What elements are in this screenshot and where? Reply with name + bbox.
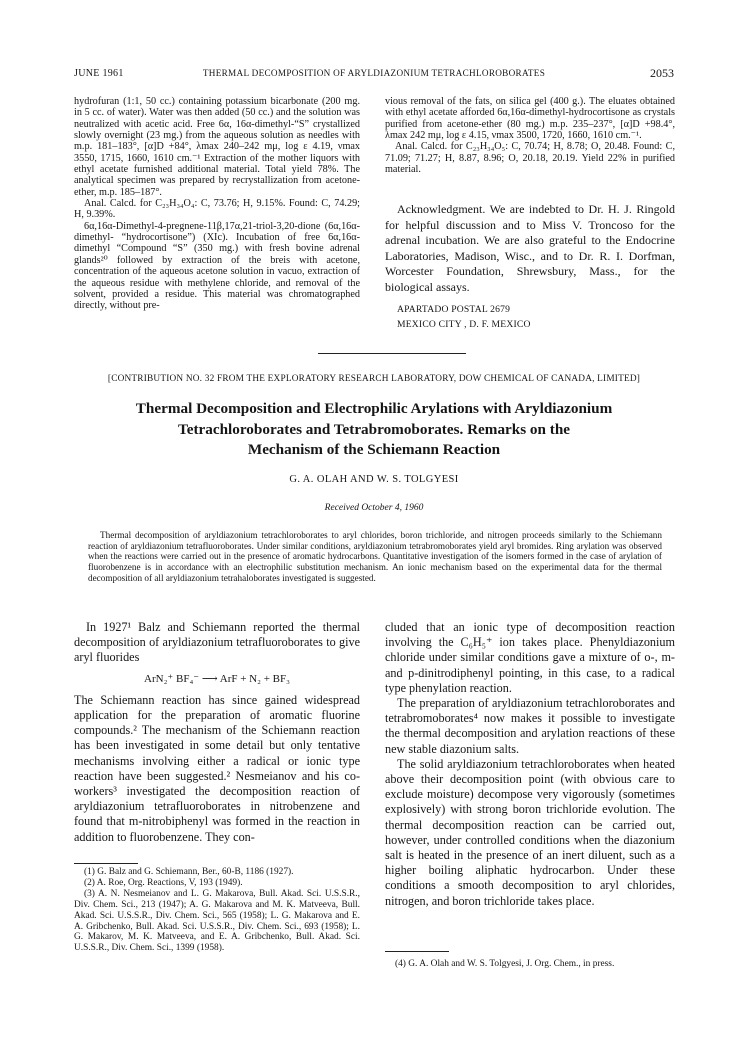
footnote-rule xyxy=(385,951,449,952)
acknowledgment-text: Acknowledgment. We are indebted to Dr. H. J. Ringold for helpful discussion and to Miss V. Troncoso for the adrenal incubation. We are also grateful to the Endocrine Laboratories, Madison, Wisc., and to Dr. R. I. Dorfman, Worcester Foundation, Shrewsbury, Mass., for the biological assays. xyxy=(385,202,675,294)
header-running-title: THERMAL DECOMPOSITION OF ARYLDIAZONIUM TETRACHLOROBORATES xyxy=(202,68,546,78)
abstract-text: Thermal decomposition of aryldiazonium tetrachloroborates to aryl chlorides, boron trichloride, and nitrogen proceeds similarly to the Schiemann reaction of aryldiazonium tetrafluoroborates. Under similar conditions, aryldiazonium tetrabromoborates yield aryl bromides. Ring arylation was observed when the reactions were carried out in the presence of aromatic hydrocarbons. Quantitative investigation of the isomers formed in the case of arylation of fluorobenzene is in accordance with an electrophilic substitution mechanism. An ionic mechanism based on the experimental data for the thermal decomposition of all aryldiazonium tetrahaloborates investigated is suggested. xyxy=(88,530,662,583)
title-line: Tetrachloroborates and Tetrabromoborates. Remarks on the xyxy=(177,420,571,438)
experimental-paragraph: vious removal of the fats, on silica gel (400 g.). The eluates obtained with ethyl acetate afforded 6α,16α-dimethyl-hydrocortisone as crystals purified from acetone-ether (80 mg.) m.p. 235–237°, [α]D +98.4°, λmax 242 mμ, log ε 4.15, νmax 3500, 1720, 1660, 1610 cm.⁻¹. xyxy=(385,96,675,142)
received-date: Received October 4, 1960 xyxy=(324,503,424,513)
abstract xyxy=(88,530,662,584)
title-line: Mechanism of the Schiemann Reaction xyxy=(247,441,501,458)
analysis-paragraph: Anal. Calcd. for C₂₃H₃₄O₅: C, 70.74; H, 8.78; O, 20.48. Found: C, 71.09; 71.27; H, 8.87, 8.96; O, 20.18, 20.19. Yield 22% in purified material. xyxy=(385,141,675,176)
experimental-paragraph: hydrofuran (1:1, 50 cc.) containing potassium bicarbonate (200 mg. in 5 cc. of water). Water was then added (50 cc.) and the solution was neutralized with acetic acid. Free 6α, 16α-dimethyl-“S” crystallized slowly overnight (23 mg.) from the aqueous solution as needles with m.p. 181–183°, [α]D +84°, λmax 240–242 mμ, log ε 4.19, νmax 3550, 1715, 1660, 1610 cm.⁻¹ Extraction of the mother liquors with ethyl acetate furnished additional material. Total yield 78%. The analytical specimen was prepared by recrystallization from acetone-ether, m.p. 185–187°. xyxy=(74,96,360,198)
header-date: JUNE 1961 xyxy=(74,68,124,79)
footnotes-right xyxy=(385,959,675,970)
body-right-column xyxy=(385,620,675,909)
body-paragraph: cluded that an ionic type of decomposition reaction involving the C₆H₅⁺ ion takes place. Phenyldiazonium chloride under similar conditions gave a mixture of o-, m- and p-dinitrodiphenyl pointing, in this case, to a radical type phenylation reaction. xyxy=(385,620,675,695)
address-line-2: MEXICO CITY , D. F. MEXICO xyxy=(397,319,531,330)
footnote: (1) G. Balz and G. Schiemann, Ber., 60-B, 1186 (1927). xyxy=(84,867,294,877)
footnote: (2) A. Roe, Org. Reactions, V, 193 (1949). xyxy=(84,877,243,888)
address-line-1: APARTADO POSTAL 2679 xyxy=(397,304,511,315)
analysis-paragraph: Anal. Calcd. for C₂₃H₃₄O₄: C, 73.76; H, 9.15%. Found: C, 74.29; H, 9.39%. xyxy=(74,198,360,221)
section-divider xyxy=(318,353,466,354)
footnote: (3) A. N. Nesmeianov and L. G. Makarova, Bull. Akad. Sci. U.S.S.R., Div. Chem. Sci., 213 (1947); A. G. Makarova and M. K. Matveeva, Bull. Akad. Sci. U.S.S.R., Div. Chem. Sci., 565 (1958); L. G. Makarova and E. A. Gribchenko, Bull. Akad. Sci. U.S.S.R., Div. Chem. Sci., 693 (1958); L. G. Makarov, M. K. Matveeva, and E. A. Gribchenko, Bull. Akad. Sci. U.S.S.R., Div. Chem. Sci., 1399 (1958). xyxy=(74,888,360,954)
top-right-column xyxy=(385,96,675,175)
body-paragraph: The Schiemann reaction has since gained widespread application for the preparation of aromatic fluorine compounds.² The mechanism of the Schiemann reaction has been investigated in some detail but only tentative mechanisms involving either a radical or ionic type reaction have been suggested.² Nesmeianov and his co-workers³ investigated the decomposition reaction of aryldiazonium tetrafluoroborates in nitrobenzene and found that m-nitrobiphenyl was formed in the reaction in addition to fluorobenzene. They con- xyxy=(74,692,360,844)
footnote: (4) G. A. Olah and W. S. Tolgyesi, J. Org. Chem., in press. xyxy=(395,959,615,969)
footnotes-left xyxy=(74,867,360,954)
body-paragraph: The solid aryldiazonium tetrachloroborates when heated above their decomposition point (with obvious care to exclude moisture) decompose very vigorously (sometimes explosively) with strong boron trichloride evolution. The thermal decomposition reaction can be carried out, however, under controlled conditions when the diazonium salt is heated in the presence of an inert diluent, such as a higher boiling aliphatic hydrocarbon. Under these conditions a smooth decomposition to aryl chlorides, nitrogen, and boron trichloride takes place. xyxy=(385,756,675,908)
reaction-equation: ArN₂⁺ BF₄⁻ ⟶ ArF + N₂ + BF₃ xyxy=(144,672,290,685)
experimental-paragraph: 6α,16α-Dimethyl-4-pregnene-11β,17α,21-triol-3,20-dione (6α,16α-dimethyl- “hydrocortisone”) (XIc). Incubation of free 6α,16α-dimethyl “Compound “S” (350 mg.) with fresh bovine adrenal glands²⁰ followed by extraction of the breis with acetone, concentration of the aqueous acetone solution in vacuo, extraction of the aqueous residue with methylene chloride, and removal of the solvent, provided a residue. This material was chromatographed directly, without pre- xyxy=(74,220,360,312)
title-line: Thermal Decomposition and Electrophilic Arylations with Aryldiazonium xyxy=(135,400,613,417)
footnote-rule xyxy=(74,863,138,864)
body-paragraph: In 1927¹ Balz and Schiemann reported the thermal decomposition of aryldiazonium tetrafluoroborates to give aryl fluorides xyxy=(74,620,360,665)
authors: G. A. OLAH AND W. S. TOLGYESI xyxy=(289,474,459,485)
running-header xyxy=(74,66,674,82)
article-title xyxy=(74,399,674,461)
acknowledgment xyxy=(385,202,675,296)
contribution-line: [CONTRIBUTION NO. 32 FROM THE EXPLORATORY RESEARCH LABORATORY, DOW CHEMICAL OF CANADA, LIMITED] xyxy=(107,374,641,384)
top-left-column xyxy=(74,96,360,312)
body-left-column xyxy=(74,620,360,845)
header-page-number: 2053 xyxy=(650,66,674,80)
body-paragraph: The preparation of aryldiazonium tetrachloroborates and tetrabromoborates⁴ now makes it possible to investigate the thermal decomposition and arylation reactions of these new stable diazonium salts. xyxy=(385,696,675,756)
